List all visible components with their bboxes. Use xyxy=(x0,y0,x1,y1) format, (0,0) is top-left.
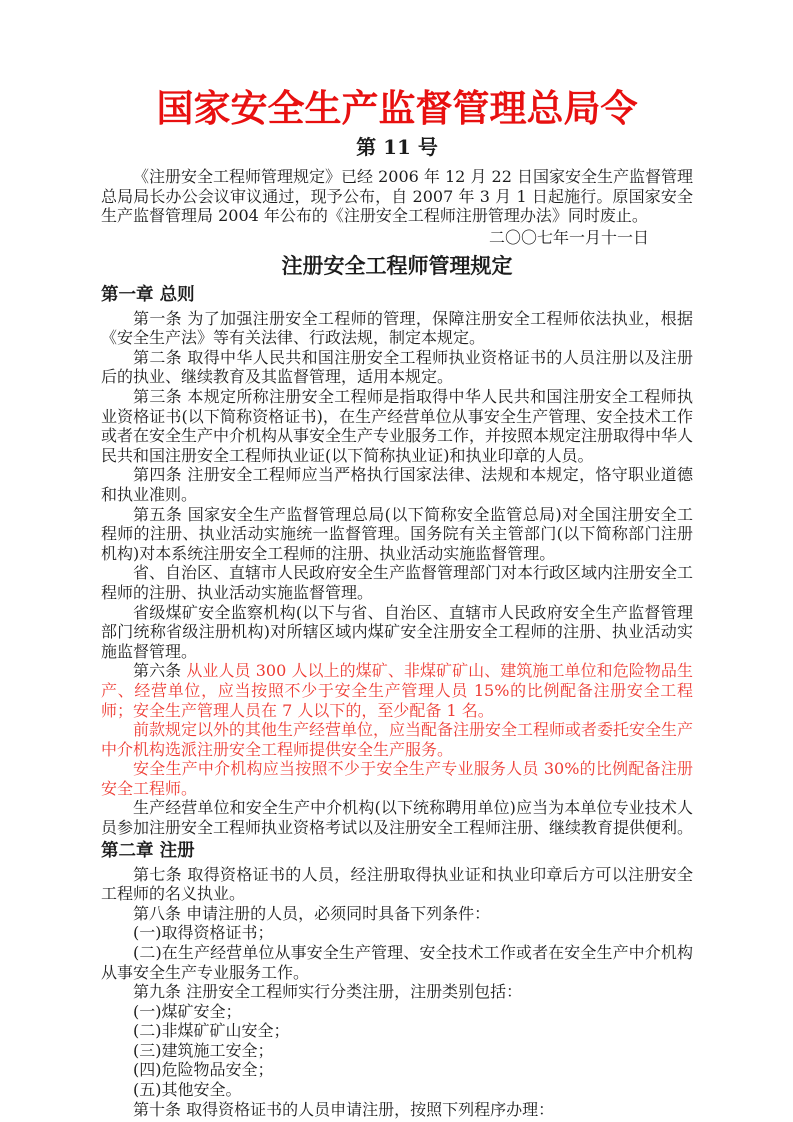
red-text-run: 从业人员 300 人以上的煤矿、非煤矿矿山、建筑施工单位和危险物品生产、经营单位，应当按照不少于安全生产管理人员 15%的比例配备注册安全工程师；安全生产管理人员在 7 人以下的，至少配备 1 名。 xyxy=(101,661,693,720)
regulation-title: 注册安全工程师管理规定 xyxy=(281,254,513,279)
paragraph: 省、自治区、直辖市人民政府安全生产监督管理部门对本行政区域内注册安全工程师的注册、执业活动实施监督管理。 xyxy=(101,563,694,602)
issue-date: 二〇〇七年一月十一日 xyxy=(488,227,649,247)
paragraph: (五)其他安全。 xyxy=(133,1080,242,1100)
chapter-heading: 第一章 总则 xyxy=(101,284,195,305)
document-body xyxy=(101,285,693,1120)
preamble-paragraph: 《注册安全工程师管理规定》已经 2006 年 12 月 22 日国家安全生产监督管理总局局长办公会议审议通过，现予公布，自 2007 年 3 月 1 日起施行。原国家安全生产监督管理局 2004 年公布的《注册安全工程师注册管理办法》同时废止。 xyxy=(101,167,693,226)
red-paragraph: 安全生产中介机构应当按照不少于安全生产专业服务人员 30%的比例配备注册安全工程师。 xyxy=(101,759,693,798)
paragraph: 第四条 注册安全工程师应当严格执行国家法律、法规和本规定，恪守职业道德和执业准则。 xyxy=(101,465,693,504)
paragraph xyxy=(101,661,693,720)
paragraph: (一)取得资格证书； xyxy=(133,923,274,943)
paragraph: (四)危险物品安全； xyxy=(133,1060,274,1080)
paragraph: 省级煤矿安全监察机构(以下与省、自治区、直辖市人民政府安全生产监督管理部门统称省级注册机构)对所辖区域内煤矿安全注册安全工程师的注册、执业活动实施监督管理。 xyxy=(101,602,693,661)
chapter-heading: 第二章 注册 xyxy=(101,840,195,861)
paragraph: 第二条 取得中华人民共和国注册安全工程师执业资格证书的人员注册以及注册后的执业、继续教育及其监督管理，适用本规定。 xyxy=(101,347,693,387)
paragraph: 第九条 注册安全工程师实行分类注册，注册类别包括： xyxy=(133,982,523,1002)
red-paragraph: 前款规定以外的其他生产经营单位，应当配备注册安全工程师或者委托安全生产中介机构选派注册安全工程师提供安全生产服务。 xyxy=(101,720,694,759)
article-number: 第六条 xyxy=(133,661,187,681)
paragraph: (二)在生产经营单位从事安全生产管理、安全技术工作或者在安全生产中介机构从事安全生产专业服务工作。 xyxy=(101,942,693,982)
paragraph: 生产经营单位和安全生产中介机构(以下统称聘用单位)应当为本单位专业技术人员参加注册安全工程师执业资格考试以及注册安全工程师注册、继续教育提供便利。 xyxy=(101,798,694,838)
paragraph: (一)煤矿安全； xyxy=(133,1001,242,1021)
paragraph: (二)非煤矿矿山安全； xyxy=(133,1021,290,1041)
paragraph: 第一条 为了加强注册安全工程师的管理，保障注册安全工程师依法执业，根据《安全生产法》等有关法律、行政法规，制定本规定。 xyxy=(101,308,693,348)
paragraph: 第七条 取得资格证书的人员，经注册取得执业证和执业印章后方可以注册安全工程师的名义执业。 xyxy=(101,864,693,904)
paragraph: 第八条 申请注册的人员，必须同时具备下列条件： xyxy=(133,903,491,923)
paragraph: 第十条 取得资格证书的人员申请注册，按照下列程序办理： xyxy=(133,1099,555,1119)
paragraph: 第五条 国家安全生产监督管理总局(以下简称安全监管总局)对全国注册安全工程师的注册、执业活动实施统一监督管理。国务院有关主管部门(以下简称部门注册机构)对本系统注册安全工程师的注册、执业活动实施监督管理。 xyxy=(101,504,693,563)
paragraph: (三)建筑施工安全； xyxy=(133,1040,274,1060)
order-number: 第 11 号 xyxy=(356,135,438,160)
document-title: 国家安全生产监督管理总局令 xyxy=(156,86,638,130)
paragraph: 第三条 本规定所称注册安全工程师是指取得中华人民共和国注册安全工程师执业资格证书(以下简称资格证书)，在生产经营单位从事安全生产管理、安全技术工作或者在安全生产中介机构从事安全生产专业服务工作，并按照本规定注册取得中华人民共和国注册安全工程师执业证(以下简称执业证)和执业印章的人员。 xyxy=(101,387,694,465)
